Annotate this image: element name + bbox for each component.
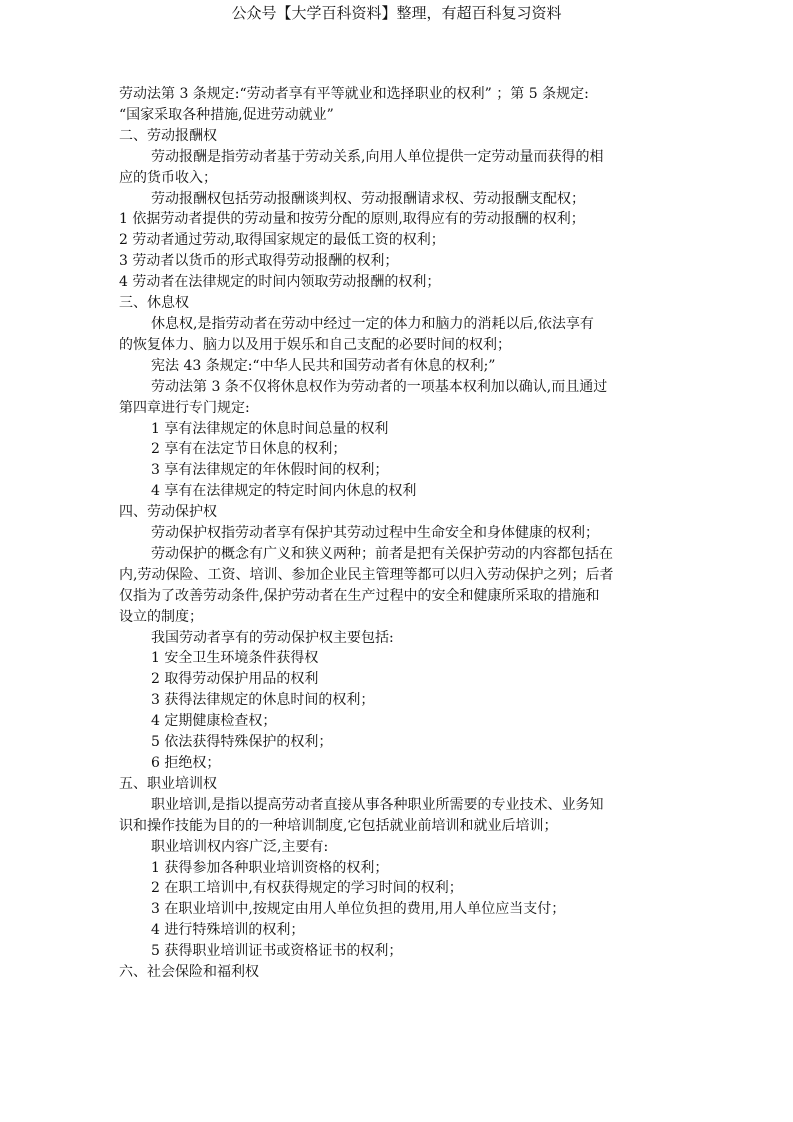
document-line: 5 依法获得特殊保护的权利；: [151, 734, 333, 751]
document-line: 劳动报酬权包括劳动报酬谈判权、劳动报酬请求权、劳动报酬支配权；: [151, 190, 585, 207]
document-line: 二、劳动报酬权: [119, 127, 217, 144]
document-line: 劳动报酬是指劳动者基于劳动关系,向用人单位提供一定劳动量而获得的相: [151, 148, 604, 165]
document-line: 2 取得劳动保护用品的权利: [151, 671, 319, 688]
document-line: 1 享有法律规定的休息时间总量的权利: [151, 420, 389, 437]
document-line: 劳动保护权指劳动者享有保护其劳动过程中生命安全和身体健康的权利；: [151, 525, 599, 542]
page-header: 公众号【大学百科资料】整理，有超百科复习资料: [231, 4, 562, 22]
document-line: 劳动法第 3 条规定:“劳动者享有平等就业和选择职业的权利” ；第 5 条规定:: [119, 86, 589, 102]
document-line: 识和操作技能为目的的一种培训制度,它包括就业前培训和就业后培训；: [119, 817, 558, 834]
document-line: 劳动保护的概念有广义和狭义两种；前者是把有关保护劳动的内容都包括在: [151, 545, 613, 562]
document-line: 职业培训权内容广泛,主要有:: [151, 838, 329, 855]
document-line: 1 安全卫生环境条件获得权: [151, 650, 319, 667]
document-line: 的恢复体力、脑力以及用于娱乐和自己支配的必要时间的权利；: [119, 336, 511, 353]
document-line: 三、休息权: [119, 295, 189, 312]
document-body: [119, 84, 675, 983]
document-line: 职业培训,是指以提高劳动者直接从事各种职业所需要的专业技术、业务知: [151, 796, 604, 813]
document-line: 四、劳动保护权: [119, 504, 217, 521]
document-line: 六、社会保险和福利权: [119, 964, 259, 981]
document-line: 5 获得职业培训证书或资格证书的权利；: [151, 943, 403, 960]
document-line: 2 享有在法定节日休息的权利；: [151, 441, 347, 458]
document-line: 设立的制度；: [119, 608, 203, 625]
document-line: 4 劳动者在法律规定的时间内领取劳动报酬的权利；: [119, 274, 441, 291]
document-line: 4 享有在法律规定的特定时间内休息的权利: [151, 483, 417, 500]
document-line: 劳动法第 3 条不仅将休息权作为劳动者的一项基本权利加以确认,而且通过: [151, 378, 608, 395]
document-line: 1 依据劳动者提供的劳动量和按劳分配的原则,取得应有的劳动报酬的权利；: [119, 211, 585, 228]
document-line: 我国劳动者享有的劳动保护权主要包括:: [151, 629, 394, 646]
document-line: 五、职业培训权: [119, 775, 217, 792]
document-line: 3 享有法律规定的年休假时间的权利；: [151, 462, 389, 479]
document-line: 3 在职业培训中,按规定由用人单位负担的费用,用人单位应当支付；: [151, 901, 566, 918]
document-line: 宪法 43 条规定:“中华人民共和国劳动者有休息的权利;”: [151, 357, 496, 374]
document-line: 应的货币收入；: [119, 169, 217, 186]
document-line: 3 劳动者以货币的形式取得劳动报酬的权利；: [119, 253, 399, 270]
document-line: 4 定期健康检查权；: [151, 713, 277, 730]
document-line: 2 在职工培训中,有权获得规定的学习时间的权利；: [151, 880, 463, 897]
document-line: 休息权,是指劳动者在劳动中经过一定的体力和脑力的消耗以后,依法享有: [151, 315, 594, 332]
document-line: 内,劳动保险、工资、培训、参加企业民主管理等都可以归入劳动保护之列；后者: [119, 566, 614, 583]
document-line: 仅指为了改善劳动条件,保护劳动者在生产过程中的安全和健康所采取的措施和: [119, 587, 600, 604]
document-line: 6 拒绝权；: [151, 755, 221, 771]
document-line: 3 获得法律规定的休息时间的权利；: [151, 692, 375, 709]
document-line: 第四章进行专门规定:: [119, 399, 250, 416]
document-line: 1 获得参加各种职业培训资格的权利；: [151, 859, 389, 876]
document-line: 2 劳动者通过劳动,取得国家规定的最低工资的权利；: [119, 232, 445, 249]
document-line: “国家采取各种措施,促进劳动就业”: [119, 106, 334, 123]
document-line: 4 进行特殊培训的权利；: [151, 922, 305, 939]
